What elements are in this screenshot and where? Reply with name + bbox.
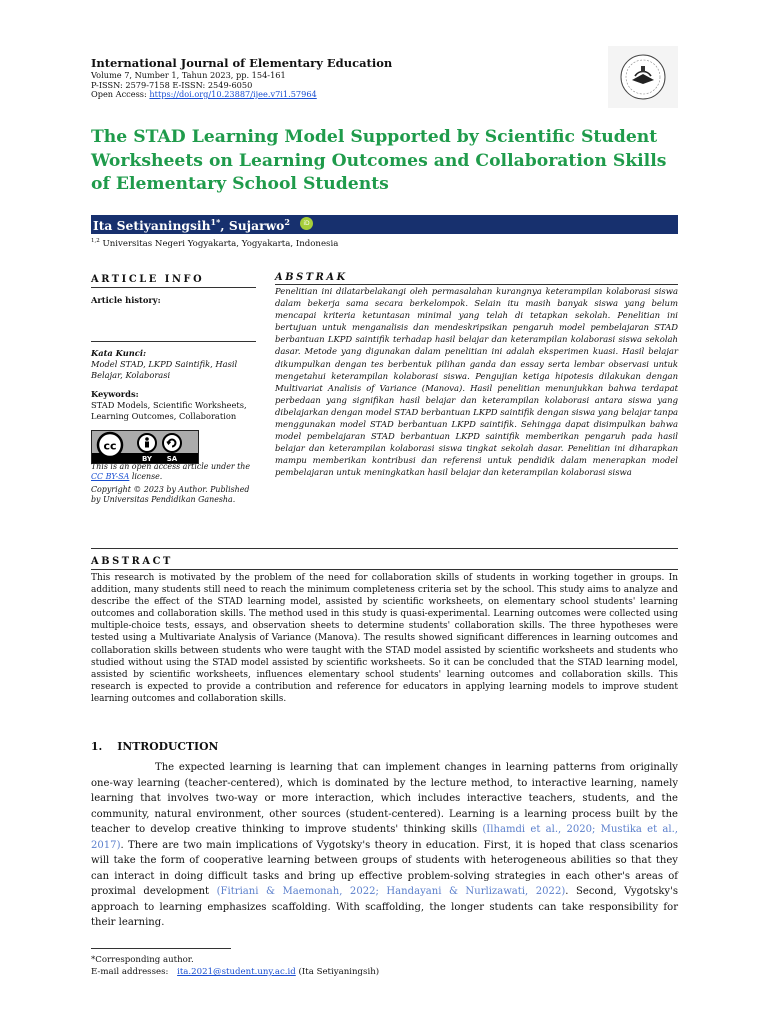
affiliation-sup: 1,2 bbox=[91, 238, 100, 244]
article-info-rule bbox=[91, 287, 256, 288]
keywords-label: Keywords: bbox=[91, 389, 139, 399]
svg-text:BY: BY bbox=[141, 455, 153, 463]
article-history-label: Article history: bbox=[91, 295, 161, 305]
issn-line: P-ISSN: 2579-7158 E-ISSN: 2549-6050 bbox=[91, 80, 253, 90]
license-post: license. bbox=[129, 472, 163, 482]
cc-by-sa-icon[interactable] bbox=[91, 430, 199, 464]
citation-1[interactable]: (Ilhamdi et al., 2020; Mustika et al., 2017) bbox=[91, 824, 678, 851]
abstrak-text: Penelitian ini dilatarbelakangi oleh permasalahan kurangnya keterampilan kolaborasi siswa dalam bekerja sama secara berkelompok. Selain itu masih banyak siswa yang belum mencapai kriteria ketuntasan minimal yang telah di tetapkan sekolah. Penelitian ini bertujuan untuk menganalisis dan mendeskripsikan pengaruh model pembelajaran STAD berbantuan LKPD saintifik terhadap hasil belajar dan keterampilan kolaborasi siswa sekolah dasar. Metode yang digunakan dalam penelitian ini adalah eksperimen kuasi. Hasil belajar dikumpulkan dengan tes berbentuk pilihan ganda dan essay serta lembar observasi untuk mengetahui keterampilan kolaborasi siswa. Pengujian ketiga hipotesis dilakukan dengan Multivariat Analisis of Variance (Manova). Hasil penelitian menunjukkan bahwa terdapat perbedaan yang signifikan hasil belajar dan keterampilan kolaborasi antara siswa yang dibelajarkan dengan model STAD berbantuan LKPD saintifik dengan siswa yang belajar tanpa menggunakan model STAD berbantuan LKPD saintifik. Sehingga dapat disimpulkan bahwa model pembelajaran STAD berbantuan LKPD saintifik memberikan pengaruh pada hasil belajar dan keterampilan kolaborasi siswa tingkat sekolah dasar. Penelitian ini diharapkan mampu memberikan kontribusi dan referensi untuk pendidik dalam menerapkan model pembelajaran untuk meningkatkan hasil belajar dan keterampilan kolaborasi siswa bbox=[275, 286, 678, 478]
abstrak-heading: ABSTRAK bbox=[275, 272, 348, 283]
author-2: , Sujarwo bbox=[220, 218, 285, 234]
affiliation-text: Universitas Negeri Yogyakarta, Yogyakarta, Indonesia bbox=[99, 238, 339, 249]
citation-2[interactable]: (Fitriani & Maemonah, 2022; Handayani & Nurlizawati, 2022) bbox=[216, 886, 566, 897]
corresponding-author: *Corresponding author. bbox=[91, 955, 194, 965]
doi-link[interactable]: https://doi.org/10.23887/ijee.v7i1.57964 bbox=[149, 89, 317, 99]
keywords-list: STAD Models, Scientific Worksheets, Learning Outcomes, Collaboration bbox=[91, 400, 247, 421]
introduction-paragraph bbox=[91, 760, 678, 931]
intro-text-3: . Second, Vygotsky's approach to learning emphasizes scaffolding. With scaffolding, the longer students can take responsibility for their learning. bbox=[91, 886, 679, 928]
author-1-sup: 1* bbox=[210, 217, 221, 227]
kata-kunci-label: Kata Kunci: bbox=[91, 348, 147, 358]
intro-text-2: . There are two main implications of Vygotsky's theory in education. First, it is hoped that class scenarios will take the form of cooperative learning between groups of students with heterogeneous abilities so that they can interact in doing difficult tasks and bring up effective problem-solving strategies in each other's areas of proximal development bbox=[91, 839, 678, 897]
kata-kunci-list: Model STAD, LKPD Saintifik, Hasil Belajar, Kolaborasi bbox=[91, 359, 238, 380]
abstract-heading: ABSTRACT bbox=[91, 556, 173, 567]
email-line bbox=[91, 967, 379, 978]
footnote-rule bbox=[91, 948, 231, 949]
history-rule bbox=[91, 341, 256, 342]
article-info-heading: ARTICLE INFO bbox=[91, 274, 205, 285]
orcid-icon[interactable]: iD bbox=[300, 217, 313, 230]
open-access-line bbox=[91, 89, 317, 99]
copyright-text: Copyright © 2023 by Author. Published by Universitas Pendidikan Ganesha. bbox=[91, 485, 250, 505]
intro-text-1: The expected learning is learning that can implement changes in learning patterns from originally one-way learning (teacher-centered), which is dominated by the lecture method, to interactive learning, namely learning that involves two-way or more interaction, which includes interactive teachers, students, and the community, natural environment, other sources (student-centered). Learning is a learning process built by the teacher to develop creative thinking to improve students' thinking skills bbox=[91, 762, 678, 835]
introduction-heading: 1. INTRODUCTION bbox=[91, 740, 219, 753]
svg-text:cc: cc bbox=[103, 439, 117, 453]
author-list bbox=[93, 217, 290, 233]
email-label: E-mail addresses: bbox=[91, 967, 172, 977]
journal-logo-icon bbox=[608, 46, 678, 108]
email-link[interactable]: ita.2021@student.uny.ac.id bbox=[177, 967, 296, 977]
author-2-sup: 2 bbox=[284, 217, 290, 227]
author-1: Ita Setiyaningsih bbox=[93, 218, 211, 234]
license-link[interactable]: CC BY-SA bbox=[91, 472, 130, 482]
affiliation bbox=[91, 238, 338, 249]
email-owner: (Ita Setiyaningsih) bbox=[295, 967, 380, 977]
journal-name: International Journal of Elementary Education bbox=[91, 56, 393, 70]
svg-text:SA: SA bbox=[166, 455, 178, 463]
abstract-rule bbox=[91, 569, 678, 570]
abstract-text: This research is motivated by the problem of the need for collaboration skills of students in working together in groups. In addition, many students still need to reach the minimum completeness criteria set by the school. This study aims to analyze and describe the effect of the STAD learning model, assisted by scientific worksheets, on elementary school students' learning outcomes and collaboration skills. The method used in this study is quasi-experimental. Learning outcomes were collected using multiple-choice tests, essays, and observation sheets to determine students' collaboration skills. The three hypotheses were tested using a Multivariate Analysis of Variance (Manova). The results showed significant differences in learning outcomes and collaboration skills between students who were taught with the STAD model assisted by scientific worksheets and students who studied without using the STAD model assisted by scientific worksheets. So it can be concluded that the STAD learning model, assisted by scientific worksheets, influences elementary school students' learning outcomes and collaboration skills. This research is expected to provide a contribution and reference for educators in applying learning models to improve student learning outcomes and collaboration skills. bbox=[91, 573, 678, 704]
volume-line: Volume 7, Number 1, Tahun 2023, pp. 154-161 bbox=[91, 70, 286, 80]
open-access-label: Open Access: bbox=[91, 89, 150, 99]
abstract-top-rule bbox=[91, 548, 678, 549]
paper-title: The STAD Learning Model Supported by Scientific Student Worksheets on Learning Outcomes and Collaboration Skills of Elementary School Students bbox=[91, 127, 667, 194]
license-pre: This is an open access article under the bbox=[91, 462, 251, 471]
license-text bbox=[91, 462, 256, 482]
